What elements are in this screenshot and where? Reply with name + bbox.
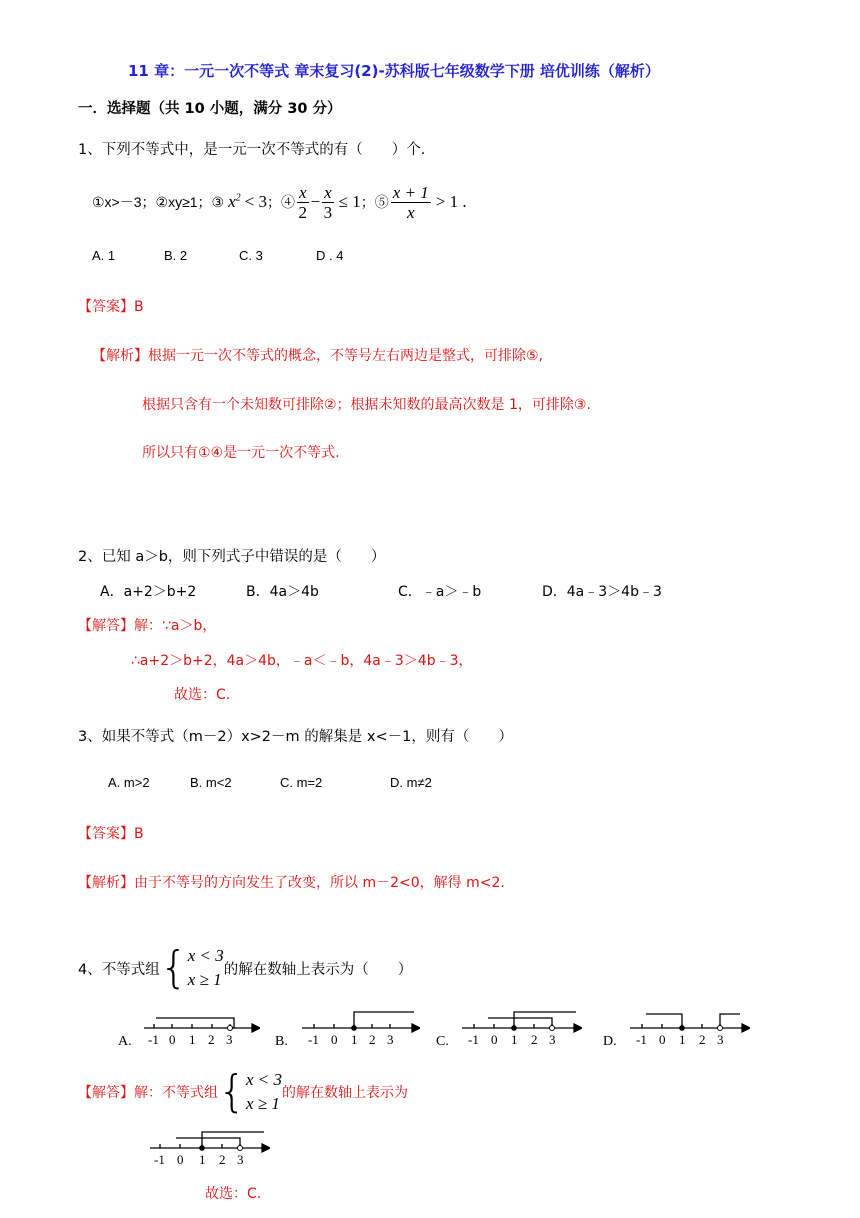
q4-solution-b: 的解在数轴上表示为 <box>282 1085 409 1101</box>
tick-label: 1 <box>189 1032 196 1047</box>
q4-stem-a: 4、不等式组 <box>78 961 160 978</box>
q4-option-b-label[interactable]: B. <box>275 1034 288 1049</box>
tick-label: -1 <box>154 1152 165 1167</box>
tick-label: 3 <box>237 1152 244 1167</box>
q1-expr-part6: ；⑤ <box>360 194 389 210</box>
q4-solution <box>78 1066 408 1118</box>
q1-option-b[interactable]: B. 2 <box>164 248 188 263</box>
q1-stem: 1、下列不等式中，是一元一次不等式的有（ ）个. <box>78 142 426 158</box>
section-heading: 一．选择题（共 10 小题，满分 30 分） <box>78 101 342 117</box>
q4-system-line1: x < 3 <box>187 946 224 965</box>
q2-solution-line1: 【解答】解：∵a＞b， <box>78 618 217 634</box>
tick-label: 2 <box>208 1032 215 1047</box>
q1-frac-x-over-3: $\frac{x}{3}$ <box>323 182 333 222</box>
q2-stem: 2、已知 a＞b，则下列式子中错误的是（ ） <box>78 549 386 565</box>
q2-option-d[interactable]: D．4a﹣3＞4b﹣3 <box>542 584 662 600</box>
tick-label: 3 <box>226 1032 233 1047</box>
tick-label: -1 <box>308 1032 319 1047</box>
q4-solution-system <box>246 1068 282 1116</box>
tick-label: 1 <box>199 1152 206 1167</box>
q1-expression <box>92 180 467 224</box>
tick-label: 0 <box>491 1032 498 1047</box>
q3-option-d[interactable]: D. m≠2 <box>390 775 432 790</box>
q3-option-b[interactable]: B. m<2 <box>190 775 232 790</box>
q4-option-a-number-line[interactable] <box>142 1008 260 1048</box>
q1-analysis-line2: 根据只含有一个未知数可排除②；根据未知数的最高次数是 1，可排除③. <box>142 397 591 413</box>
q1-expr-part1: ①x>－3；②xy≥1；③ <box>92 194 225 210</box>
q1-minus: − <box>310 192 321 211</box>
q3-option-c[interactable]: C. m=2 <box>280 775 323 790</box>
q1-option-c[interactable]: C. 3 <box>239 248 263 263</box>
q4-option-a-label[interactable]: A. <box>118 1034 132 1049</box>
q1-analysis-line1: 【解析】根据一元一次不等式的概念，不等号左右两边是整式，可排除⑤, <box>92 348 543 364</box>
tick-label: 3 <box>387 1032 394 1047</box>
q4-solution-brace: { <box>218 1066 246 1117</box>
tick-label: 3 <box>717 1032 724 1047</box>
q4-system-brace: { <box>159 942 188 993</box>
q4-solution-number-line <box>148 1128 270 1168</box>
q1-expr-lt3: < 3 <box>244 192 267 211</box>
tick-label: 0 <box>177 1152 184 1167</box>
q1-frac-x1-over-x: $\frac{x + 1}{x}$ <box>392 182 429 222</box>
tick-label: 2 <box>699 1032 706 1047</box>
q4-system-line2: x ≥ 1 <box>187 970 222 989</box>
q1-option-a[interactable]: A. 1 <box>92 248 116 263</box>
tick-label: 1 <box>351 1032 358 1047</box>
q2-option-b[interactable]: B．4a＞4b <box>246 584 319 600</box>
q1-expr-part4: ；④ <box>266 194 295 210</box>
q3-answer: 【答案】B <box>78 826 144 842</box>
tick-label: -1 <box>148 1032 159 1047</box>
q4-stem <box>78 942 412 994</box>
q2-solution-line3: 故选：C. <box>174 687 231 703</box>
tick-label: 3 <box>549 1032 556 1047</box>
q4-option-b-number-line[interactable] <box>300 1008 420 1048</box>
tick-label: 0 <box>659 1032 666 1047</box>
tick-label: 2 <box>369 1032 376 1047</box>
q1-option-d[interactable]: D . 4 <box>316 248 344 263</box>
q4-option-c-number-line[interactable] <box>460 1008 582 1048</box>
q1-le1: ≤ 1 <box>338 192 361 211</box>
q1-frac-x-over-2: $\frac{x}{2}$ <box>298 182 307 222</box>
q2-option-a[interactable]: A．a+2＞b+2 <box>100 584 197 600</box>
q4-option-c-label[interactable]: C. <box>436 1034 449 1049</box>
q3-analysis: 【解析】由于不等号的方向发生了改变，所以 m－2<0，解得 m<2. <box>78 875 505 891</box>
tick-label: 0 <box>169 1032 176 1047</box>
tick-label: 0 <box>331 1032 338 1047</box>
tick-label: -1 <box>468 1032 479 1047</box>
q4-option-d-label[interactable]: D. <box>603 1034 617 1049</box>
q2-solution-line2: ∴a+2＞b+2，4a＞4b，﹣a＜﹣b，4a﹣3＞4b﹣3， <box>131 653 473 669</box>
q1-expr-x2: $x^2$ <box>228 192 241 211</box>
q4-solution-system-line2: x ≥ 1 <box>246 1094 280 1113</box>
q1-answer: 【答案】B <box>78 299 144 315</box>
q1-gt1: > 1 . <box>435 192 467 211</box>
q4-solution-a: 【解答】解：不等式组 <box>78 1085 218 1101</box>
tick-label: 1 <box>511 1032 518 1047</box>
tick-label: 2 <box>531 1032 538 1047</box>
q2-option-c[interactable]: C．﹣a＞﹣b <box>398 584 482 600</box>
q4-system <box>188 944 224 992</box>
tick-label: -1 <box>636 1032 647 1047</box>
q4-stem-b: 的解在数轴上表示为（ ） <box>223 961 413 978</box>
tick-label: 1 <box>679 1032 686 1047</box>
q1-analysis-line3: 所以只有①④是一元一次不等式. <box>142 445 340 461</box>
q4-option-d-number-line[interactable] <box>628 1008 750 1048</box>
tick-label: 2 <box>219 1152 226 1167</box>
document-title: 11 章：一元一次不等式 章末复习(2)-苏科版七年级数学下册 培优训练（解析） <box>128 62 660 80</box>
q4-choose: 故选：C. <box>205 1186 262 1202</box>
q3-option-a[interactable]: A. m>2 <box>108 775 150 790</box>
q3-stem: 3、如果不等式（m－2）x>2－m 的解集是 x<－1，则有（ ） <box>78 729 513 745</box>
q4-solution-system-line1: x < 3 <box>246 1070 283 1089</box>
